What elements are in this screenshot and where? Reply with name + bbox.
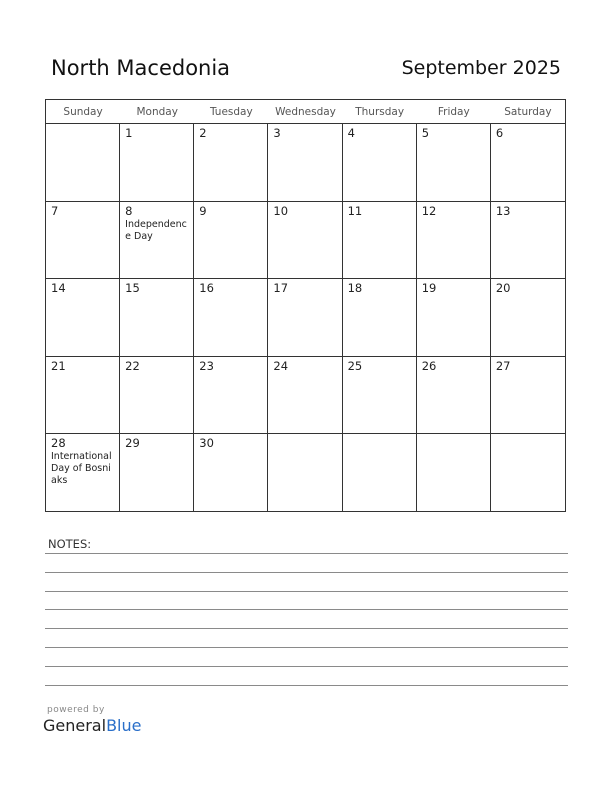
- day-number: 30: [199, 436, 214, 451]
- day-number: 9: [199, 203, 207, 218]
- calendar-month-title: September 2025: [401, 57, 561, 79]
- day-number: 1: [125, 126, 133, 140]
- notes-line: [45, 685, 568, 686]
- day-cell-18: [343, 279, 417, 357]
- brand-name-part2: Blue: [106, 716, 142, 735]
- day-number: 21: [51, 358, 66, 373]
- day-cell-19: [417, 279, 491, 357]
- powered-by-text: powered by: [47, 705, 105, 715]
- weekday-header: Friday: [437, 106, 470, 118]
- day-cell-24: [268, 357, 342, 435]
- day-number: 6: [495, 126, 504, 140]
- day-number: 14: [51, 281, 66, 296]
- day-cell-20: [491, 279, 565, 357]
- notes-line: [45, 572, 568, 573]
- day-number: 16: [199, 281, 214, 296]
- day-cell-21: [46, 357, 120, 435]
- notes-line: [45, 591, 568, 592]
- notes-line: [45, 628, 568, 629]
- day-number: 18: [347, 281, 363, 296]
- empty-day-cell: [46, 124, 120, 202]
- day-cell-22: [120, 357, 194, 435]
- day-number: 24: [273, 358, 289, 373]
- empty-day-cell: [417, 434, 491, 512]
- brand-name-part1: General: [43, 716, 107, 735]
- day-number: 3: [273, 126, 281, 140]
- weekday-header: Monday: [136, 106, 178, 118]
- weekday-header: Wednesday: [275, 106, 336, 118]
- day-cell-27: [491, 357, 565, 435]
- empty-day-cell: [268, 434, 342, 512]
- day-number: 10: [273, 203, 289, 218]
- day-cell-28: [46, 434, 120, 512]
- day-number: 27: [495, 358, 511, 373]
- weekday-header: Sunday: [63, 106, 103, 118]
- day-number: 13: [495, 203, 511, 218]
- day-cell-2: [194, 124, 268, 202]
- day-cell-16: [194, 279, 268, 357]
- notes-line: [45, 647, 568, 648]
- day-cell-1: [120, 124, 194, 202]
- day-number: 11: [347, 203, 363, 218]
- notes-label: NOTES:: [48, 537, 92, 551]
- day-number: 5: [421, 126, 430, 140]
- notes-line: [45, 666, 568, 667]
- weekday-header-row: [46, 100, 565, 124]
- day-cell-5: [417, 124, 491, 202]
- day-number: 29: [125, 436, 140, 451]
- day-number: 12: [421, 203, 437, 218]
- holiday-label: Independence Day: [125, 218, 187, 242]
- day-cell-25: [343, 357, 417, 435]
- day-number: 19: [421, 281, 437, 296]
- day-cell-30: [194, 434, 268, 512]
- generalblue-logo: [43, 716, 141, 735]
- holiday-label: International Day of Bosniaks: [51, 451, 112, 487]
- day-cell-17: [268, 279, 342, 357]
- notes-line: [45, 609, 568, 610]
- day-number: 4: [347, 126, 355, 140]
- empty-day-cell: [343, 434, 417, 512]
- day-cell-6: [491, 124, 565, 202]
- calendar-grid: [45, 99, 566, 512]
- day-cell-26: [417, 357, 491, 435]
- day-cell-3: [268, 124, 342, 202]
- day-number: 26: [421, 358, 437, 373]
- day-cell-13: [491, 202, 565, 280]
- day-cell-10: [268, 202, 342, 280]
- day-cell-9: [194, 202, 268, 280]
- day-cell-12: [417, 202, 491, 280]
- day-number: 23: [199, 358, 214, 373]
- day-number: 8: [125, 203, 133, 218]
- day-cell-8: [120, 202, 194, 280]
- day-number: 2: [199, 126, 207, 140]
- day-cell-15: [120, 279, 194, 357]
- notes-line: [45, 553, 568, 554]
- weekday-header: Tuesday: [209, 106, 253, 118]
- day-cell-23: [194, 357, 268, 435]
- day-number: 28: [51, 436, 66, 451]
- day-number: 15: [125, 281, 140, 296]
- weekday-header: Thursday: [355, 106, 405, 118]
- day-number: 17: [273, 281, 289, 296]
- day-number: 20: [495, 281, 511, 296]
- day-cell-14: [46, 279, 120, 357]
- day-cell-7: [46, 202, 120, 280]
- day-cell-11: [343, 202, 417, 280]
- day-cell-4: [343, 124, 417, 202]
- day-number: 22: [125, 358, 140, 373]
- empty-day-cell: [491, 434, 565, 512]
- calendar-country-title: North Macedonia: [51, 56, 231, 80]
- day-number: 25: [347, 358, 363, 373]
- weekday-header: Saturday: [504, 106, 552, 118]
- day-cell-29: [120, 434, 194, 512]
- day-number: 7: [51, 203, 59, 218]
- calendar-body: [46, 124, 565, 512]
